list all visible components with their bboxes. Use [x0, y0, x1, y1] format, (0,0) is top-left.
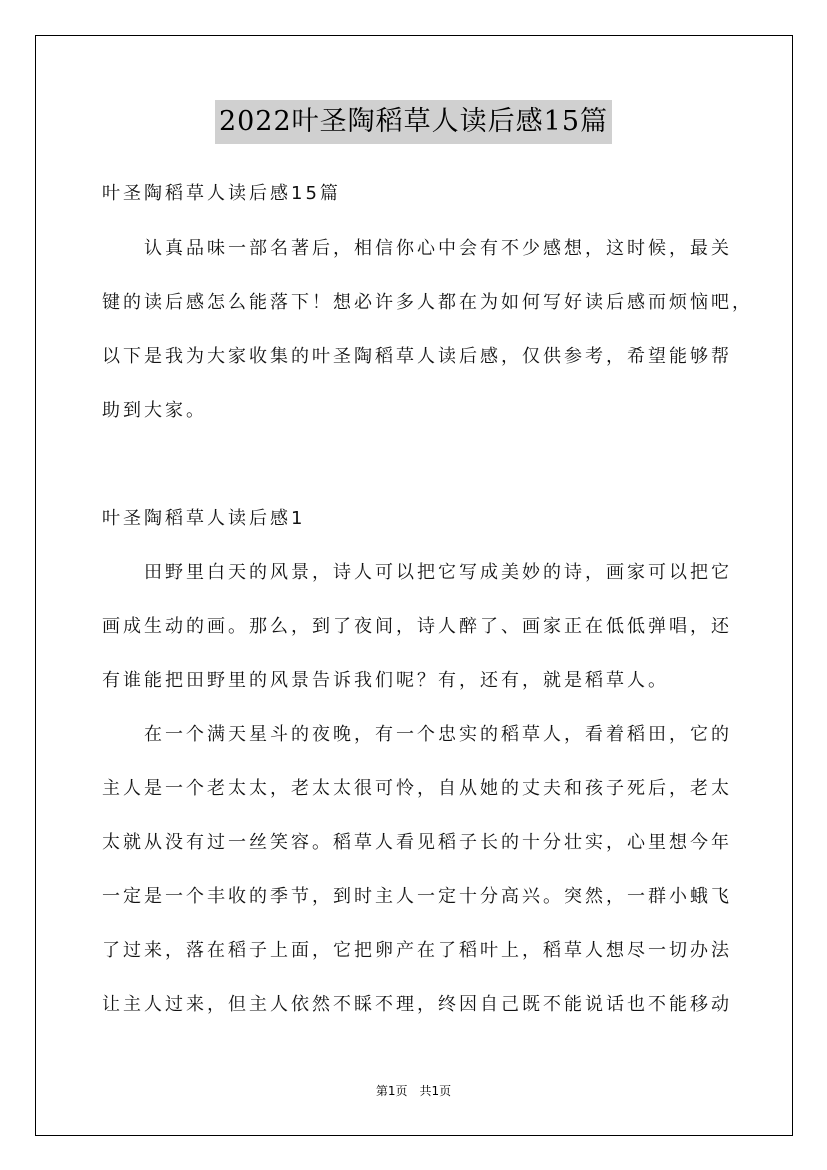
- paragraph-line: 田野里白天的风景，诗人可以把它写成美妙的诗，画家可以把它: [144, 562, 732, 583]
- intro-line: 助到大家。: [102, 400, 207, 421]
- paragraph-line: 主人是一个老太太，老太太很可怜，自从她的丈夫和孩子死后，老太: [102, 778, 732, 799]
- title-container: [0, 100, 827, 144]
- page-footer: 第1页 共1页: [375, 1084, 452, 1098]
- intro-line: 以下是我为大家收集的叶圣陶稻草人读后感，仅供参考，希望能够帮: [102, 346, 732, 367]
- intro-line: 认真品味一部名著后，相信你心中会有不少感想，这时候，最关: [144, 238, 732, 259]
- intro-line: 键的读后感怎么能落下！想必许多人都在为如何写好读后感而烦恼吧，: [102, 292, 753, 313]
- document-subtitle: 叶圣陶稻草人读后感15篇: [102, 183, 341, 204]
- paragraph-line: 了过来，落在稻子上面，它把卵产在了稻叶上，稻草人想尽一切办法: [102, 940, 732, 961]
- paragraph-line: 一定是一个丰收的季节，到时主人一定十分高兴。突然，一群小蛾飞: [102, 886, 732, 907]
- paragraph-line: 有谁能把田野里的风景告诉我们呢？有，还有，就是稻草人。: [102, 670, 669, 691]
- paragraph-line: 画成生动的画。那么，到了夜间，诗人醉了、画家正在低低弹唱，还: [102, 616, 732, 637]
- paragraph-line: 在一个满天星斗的夜晚，有一个忠实的稻草人，看着稻田，它的: [144, 724, 732, 745]
- paragraph-line: 太就从没有过一丝笑容。稻草人看见稻子长的十分壮实，心里想今年: [102, 832, 732, 853]
- paragraph-line: 让主人过来，但主人依然不睬不理，终因自己既不能说话也不能移动: [102, 994, 732, 1015]
- document-title: 2022叶圣陶稻草人读后感15篇: [215, 100, 612, 144]
- section-heading: 叶圣陶稻草人读后感1: [102, 508, 306, 529]
